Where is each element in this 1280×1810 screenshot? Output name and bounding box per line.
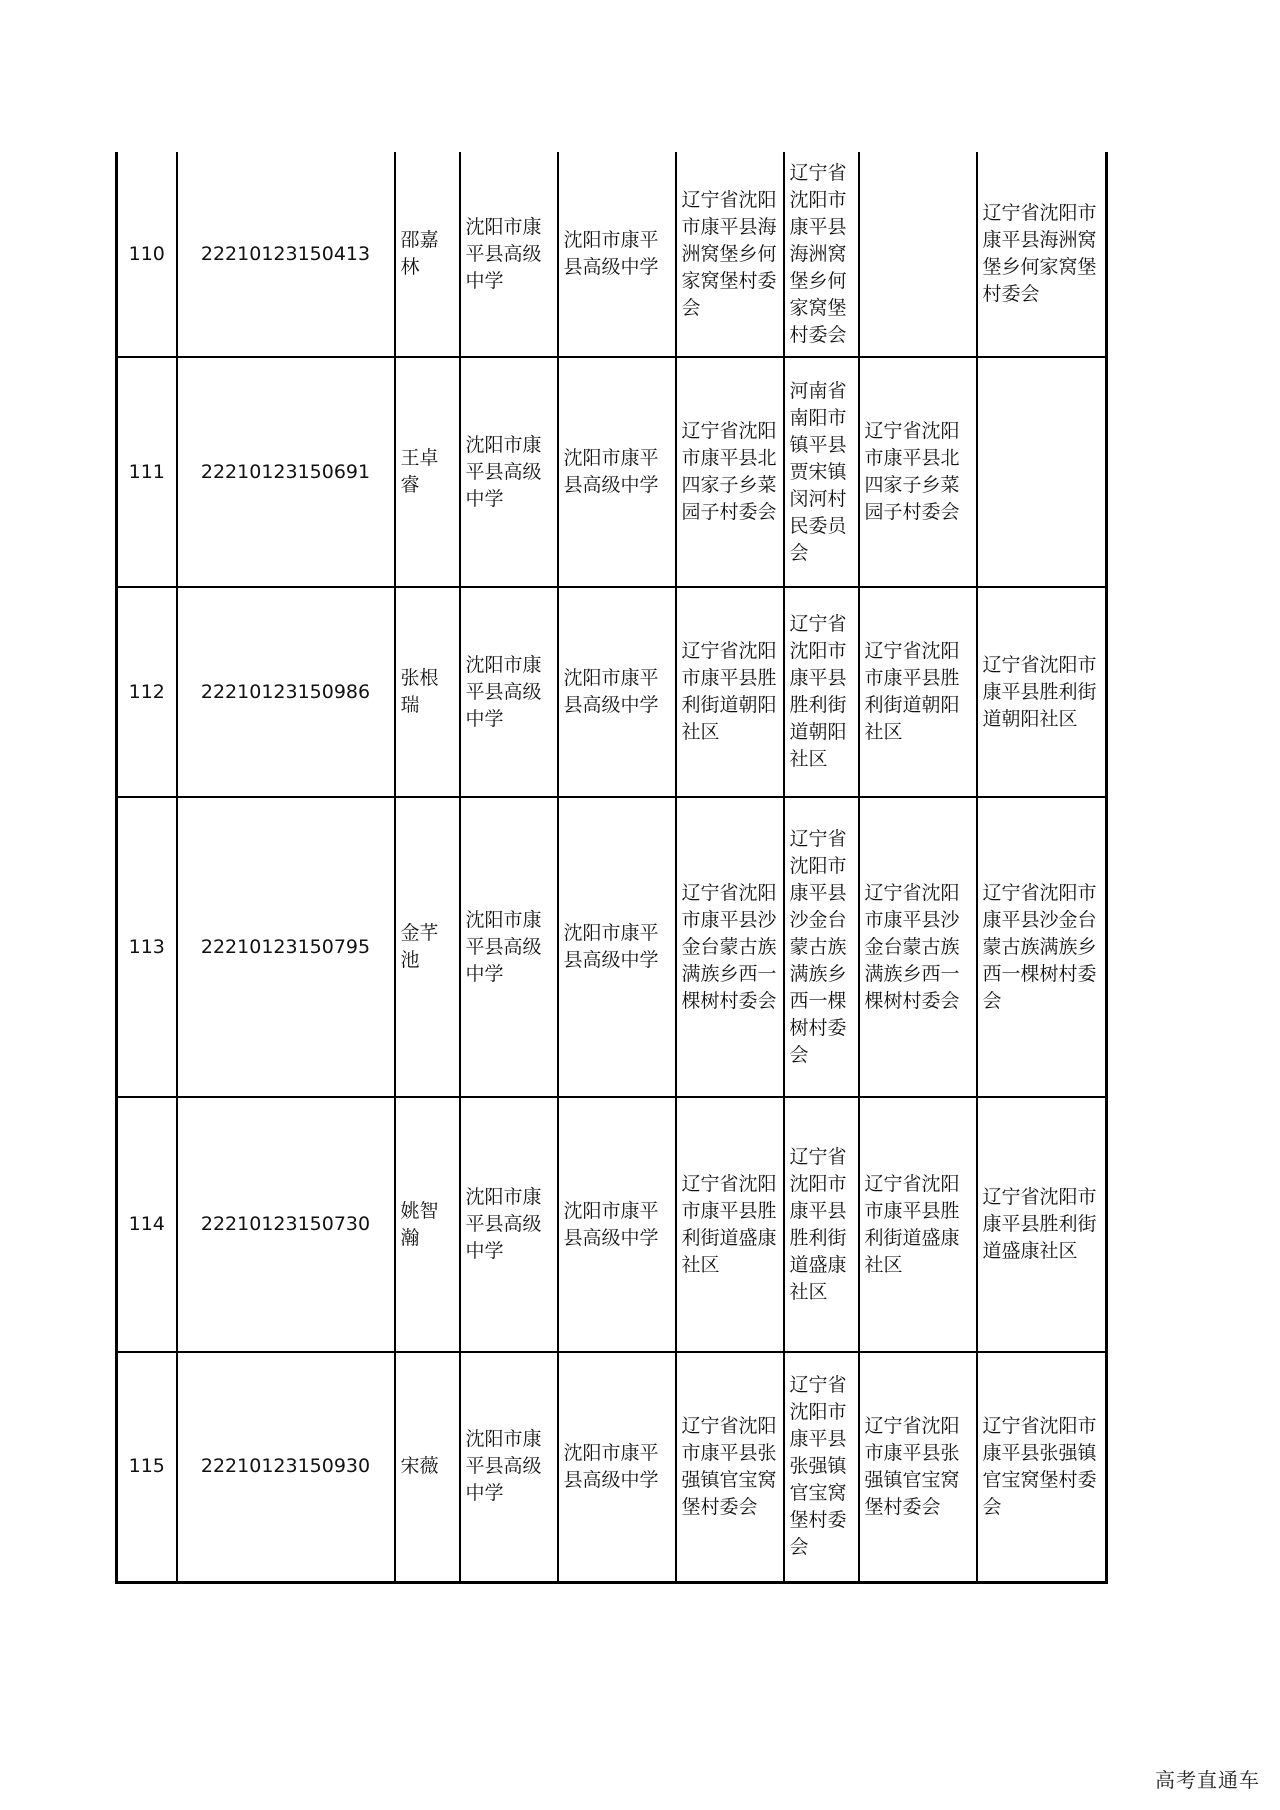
row-address-4: 辽宁省沈阳市康平县沙金台蒙古族满族乡西一棵树村委会 — [977, 797, 1107, 1097]
row-address-4: 辽宁省沈阳市康平县海洲窝堡乡何家窝堡村委会 — [977, 152, 1107, 357]
row-graduated-school: 沈阳市康平县高级中学 — [558, 797, 676, 1097]
table-row — [117, 1352, 1107, 1582]
row-address-4 — [977, 357, 1107, 587]
row-address-3: 辽宁省沈阳市康平县胜利街道朝阳社区 — [859, 587, 977, 797]
table-row — [117, 797, 1107, 1097]
row-school: 沈阳市康平县高级中学 — [460, 587, 558, 797]
roster-body — [117, 152, 1107, 1582]
row-address-2: 辽宁省沈阳市康平县张强镇官宝窝堡村委会 — [784, 1352, 859, 1582]
row-school: 沈阳市康平县高级中学 — [460, 1352, 558, 1582]
table-row — [117, 587, 1107, 797]
row-address-3 — [859, 152, 977, 357]
row-address-2: 辽宁省沈阳市康平县海洲窝堡乡何家窝堡村委会 — [784, 152, 859, 357]
row-seq-number: 115 — [117, 1352, 177, 1582]
row-school: 沈阳市康平县高级中学 — [460, 797, 558, 1097]
row-address-3: 辽宁省沈阳市康平县胜利街道盛康社区 — [859, 1097, 977, 1352]
row-student-name: 王卓睿 — [395, 357, 460, 587]
row-candidate-id: 22210123150730 — [177, 1097, 395, 1352]
row-seq-number: 113 — [117, 797, 177, 1097]
row-graduated-school: 沈阳市康平县高级中学 — [558, 357, 676, 587]
row-seq-number: 114 — [117, 1097, 177, 1352]
watermark-text: 高考直通车 — [1155, 1768, 1260, 1792]
row-student-name: 金芊池 — [395, 797, 460, 1097]
row-student-name: 邵嘉林 — [395, 152, 460, 357]
row-student-name: 姚智瀚 — [395, 1097, 460, 1352]
row-candidate-id: 22210123150795 — [177, 797, 395, 1097]
row-graduated-school: 沈阳市康平县高级中学 — [558, 1097, 676, 1352]
row-address-2: 辽宁省沈阳市康平县胜利街道盛康社区 — [784, 1097, 859, 1352]
table-row — [117, 357, 1107, 587]
row-student-name: 张根瑞 — [395, 587, 460, 797]
row-candidate-id: 22210123150413 — [177, 152, 395, 357]
row-school: 沈阳市康平县高级中学 — [460, 357, 558, 587]
row-address-1: 辽宁省沈阳市康平县张强镇官宝窝堡村委会 — [676, 1352, 784, 1582]
row-address-3: 辽宁省沈阳市康平县北四家子乡菜园子村委会 — [859, 357, 977, 587]
row-address-1: 辽宁省沈阳市康平县沙金台蒙古族满族乡西一棵树村委会 — [676, 797, 784, 1097]
row-address-1: 辽宁省沈阳市康平县胜利街道朝阳社区 — [676, 587, 784, 797]
row-seq-number: 110 — [117, 152, 177, 357]
row-address-2: 辽宁省沈阳市康平县胜利街道朝阳社区 — [784, 587, 859, 797]
row-candidate-id: 22210123150986 — [177, 587, 395, 797]
row-address-1: 辽宁省沈阳市康平县海洲窝堡乡何家窝堡村委会 — [676, 152, 784, 357]
row-graduated-school: 沈阳市康平县高级中学 — [558, 1352, 676, 1582]
row-address-2: 辽宁省沈阳市康平县沙金台蒙古族满族乡西一棵树村委会 — [784, 797, 859, 1097]
table-row — [117, 1097, 1107, 1352]
row-address-1: 辽宁省沈阳市康平县胜利街道盛康社区 — [676, 1097, 784, 1352]
row-address-3: 辽宁省沈阳市康平县张强镇官宝窝堡村委会 — [859, 1352, 977, 1582]
row-address-4: 辽宁省沈阳市康平县胜利街道朝阳社区 — [977, 587, 1107, 797]
row-school: 沈阳市康平县高级中学 — [460, 152, 558, 357]
row-address-1: 辽宁省沈阳市康平县北四家子乡菜园子村委会 — [676, 357, 784, 587]
row-address-3: 辽宁省沈阳市康平县沙金台蒙古族满族乡西一棵树村委会 — [859, 797, 977, 1097]
row-candidate-id: 22210123150691 — [177, 357, 395, 587]
row-school: 沈阳市康平县高级中学 — [460, 1097, 558, 1352]
row-graduated-school: 沈阳市康平县高级中学 — [558, 152, 676, 357]
row-student-name: 宋薇 — [395, 1352, 460, 1582]
row-address-4: 辽宁省沈阳市康平县张强镇官宝窝堡村委会 — [977, 1352, 1107, 1582]
roster-table — [115, 152, 1108, 1584]
row-seq-number: 112 — [117, 587, 177, 797]
table-row — [117, 152, 1107, 357]
row-seq-number: 111 — [117, 357, 177, 587]
row-candidate-id: 22210123150930 — [177, 1352, 395, 1582]
row-address-2: 河南省南阳市镇平县贾宋镇闵河村民委员会 — [784, 357, 859, 587]
row-graduated-school: 沈阳市康平县高级中学 — [558, 587, 676, 797]
row-address-4: 辽宁省沈阳市康平县胜利街道盛康社区 — [977, 1097, 1107, 1352]
